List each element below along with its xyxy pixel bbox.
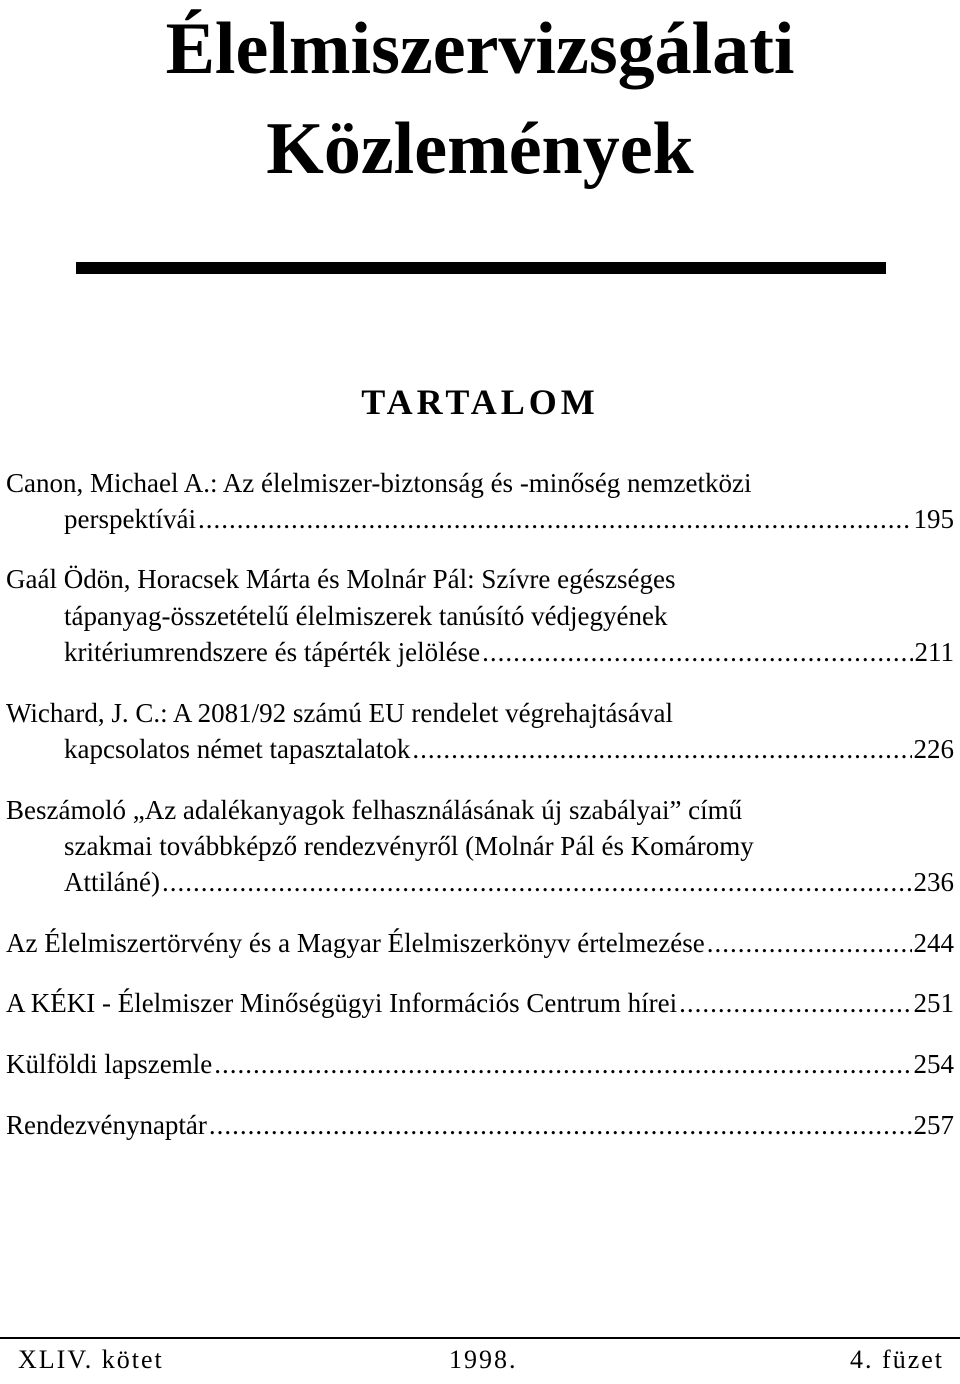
toc-entry-7[interactable]: [6, 1051, 954, 1078]
toc-entry-4-title-end: Attiláné): [64, 867, 160, 897]
toc-entry-4-line-2: szakmai továbbképző rendezvényről (Molnár Pál és Komáromy: [64, 831, 754, 861]
toc-heading: TARTALOM: [361, 382, 599, 422]
toc-entry-2-page: 211: [914, 637, 954, 667]
toc-entry-4[interactable]: [64, 869, 954, 896]
toc-entry-4-page: 236: [913, 867, 954, 897]
toc-entry-6-title: A KÉKI - Élelmiszer Minőségügyi Információs Centrum hírei: [6, 988, 678, 1018]
footer-year: 1998.: [449, 1345, 518, 1374]
toc-entry-3-line-1: Wichard, J. C.: A 2081/92 számú EU rendelet végrehajtásával: [6, 698, 673, 728]
toc-leader-dots: [214, 1051, 911, 1078]
toc-leader-dots: [482, 639, 912, 666]
toc-leader-dots: [198, 506, 912, 533]
toc-leader-dots: [209, 1112, 912, 1139]
journal-title-line-2: Közlemények: [266, 108, 694, 190]
toc-entry-2-title-end: kritériumrendszere és tápérték jelölése: [64, 637, 481, 667]
toc-leader-dots: [707, 930, 912, 957]
toc-entry-8-title: Rendezvénynaptár: [6, 1110, 207, 1140]
footer-volume: XLIV. kötet: [18, 1345, 164, 1374]
toc-entry-1-page: 195: [913, 504, 954, 534]
toc-entry-3-title-end: kapcsolatos német tapasztalatok: [64, 734, 411, 764]
toc-entry-7-title: Külföldi lapszemle: [6, 1049, 213, 1079]
footer-issue: 4. füzet: [850, 1345, 944, 1374]
toc-entry-5-page: 244: [913, 928, 954, 958]
toc-entry-2-line-1: Gaál Ödön, Horacsek Márta és Molnár Pál: Szívre egészséges: [6, 564, 676, 594]
toc-entry-8[interactable]: [6, 1112, 954, 1139]
toc-entry-6[interactable]: [6, 990, 954, 1017]
toc-leader-dots: [679, 990, 911, 1017]
toc-entry-3[interactable]: [64, 736, 954, 763]
toc-entry-1-title-end: perspektívái: [64, 504, 196, 534]
title-divider: [76, 262, 886, 274]
toc-entry-5-title: Az Élelmiszertörvény és a Magyar Élelmiszerkönyv értelmezése: [6, 928, 705, 958]
toc-entry-1[interactable]: [64, 506, 954, 533]
footer-divider: [0, 1337, 960, 1339]
toc-entry-6-page: 251: [913, 988, 954, 1018]
toc-entry-5[interactable]: [6, 930, 954, 957]
toc-entry-2[interactable]: [64, 639, 954, 666]
toc-entry-3-page: 226: [913, 734, 954, 764]
toc-entry-8-page: 257: [913, 1110, 954, 1140]
toc-leader-dots: [412, 736, 911, 763]
toc-entry-4-line-1: Beszámoló „Az adalékanyagok felhasználásának új szabályai” című: [6, 795, 743, 825]
toc-entry-2-line-2: tápanyag-összetételű élelmiszerek tanúsító védjegyének: [64, 601, 668, 631]
toc-entry-7-page: 254: [913, 1049, 954, 1079]
toc-leader-dots: [162, 869, 912, 896]
toc-entry-1-line-1: Canon, Michael A.: Az élelmiszer-biztonság és -minőség nemzetközi: [6, 468, 752, 498]
journal-title-line-1: Élelmiszervizsgálati: [165, 8, 795, 90]
